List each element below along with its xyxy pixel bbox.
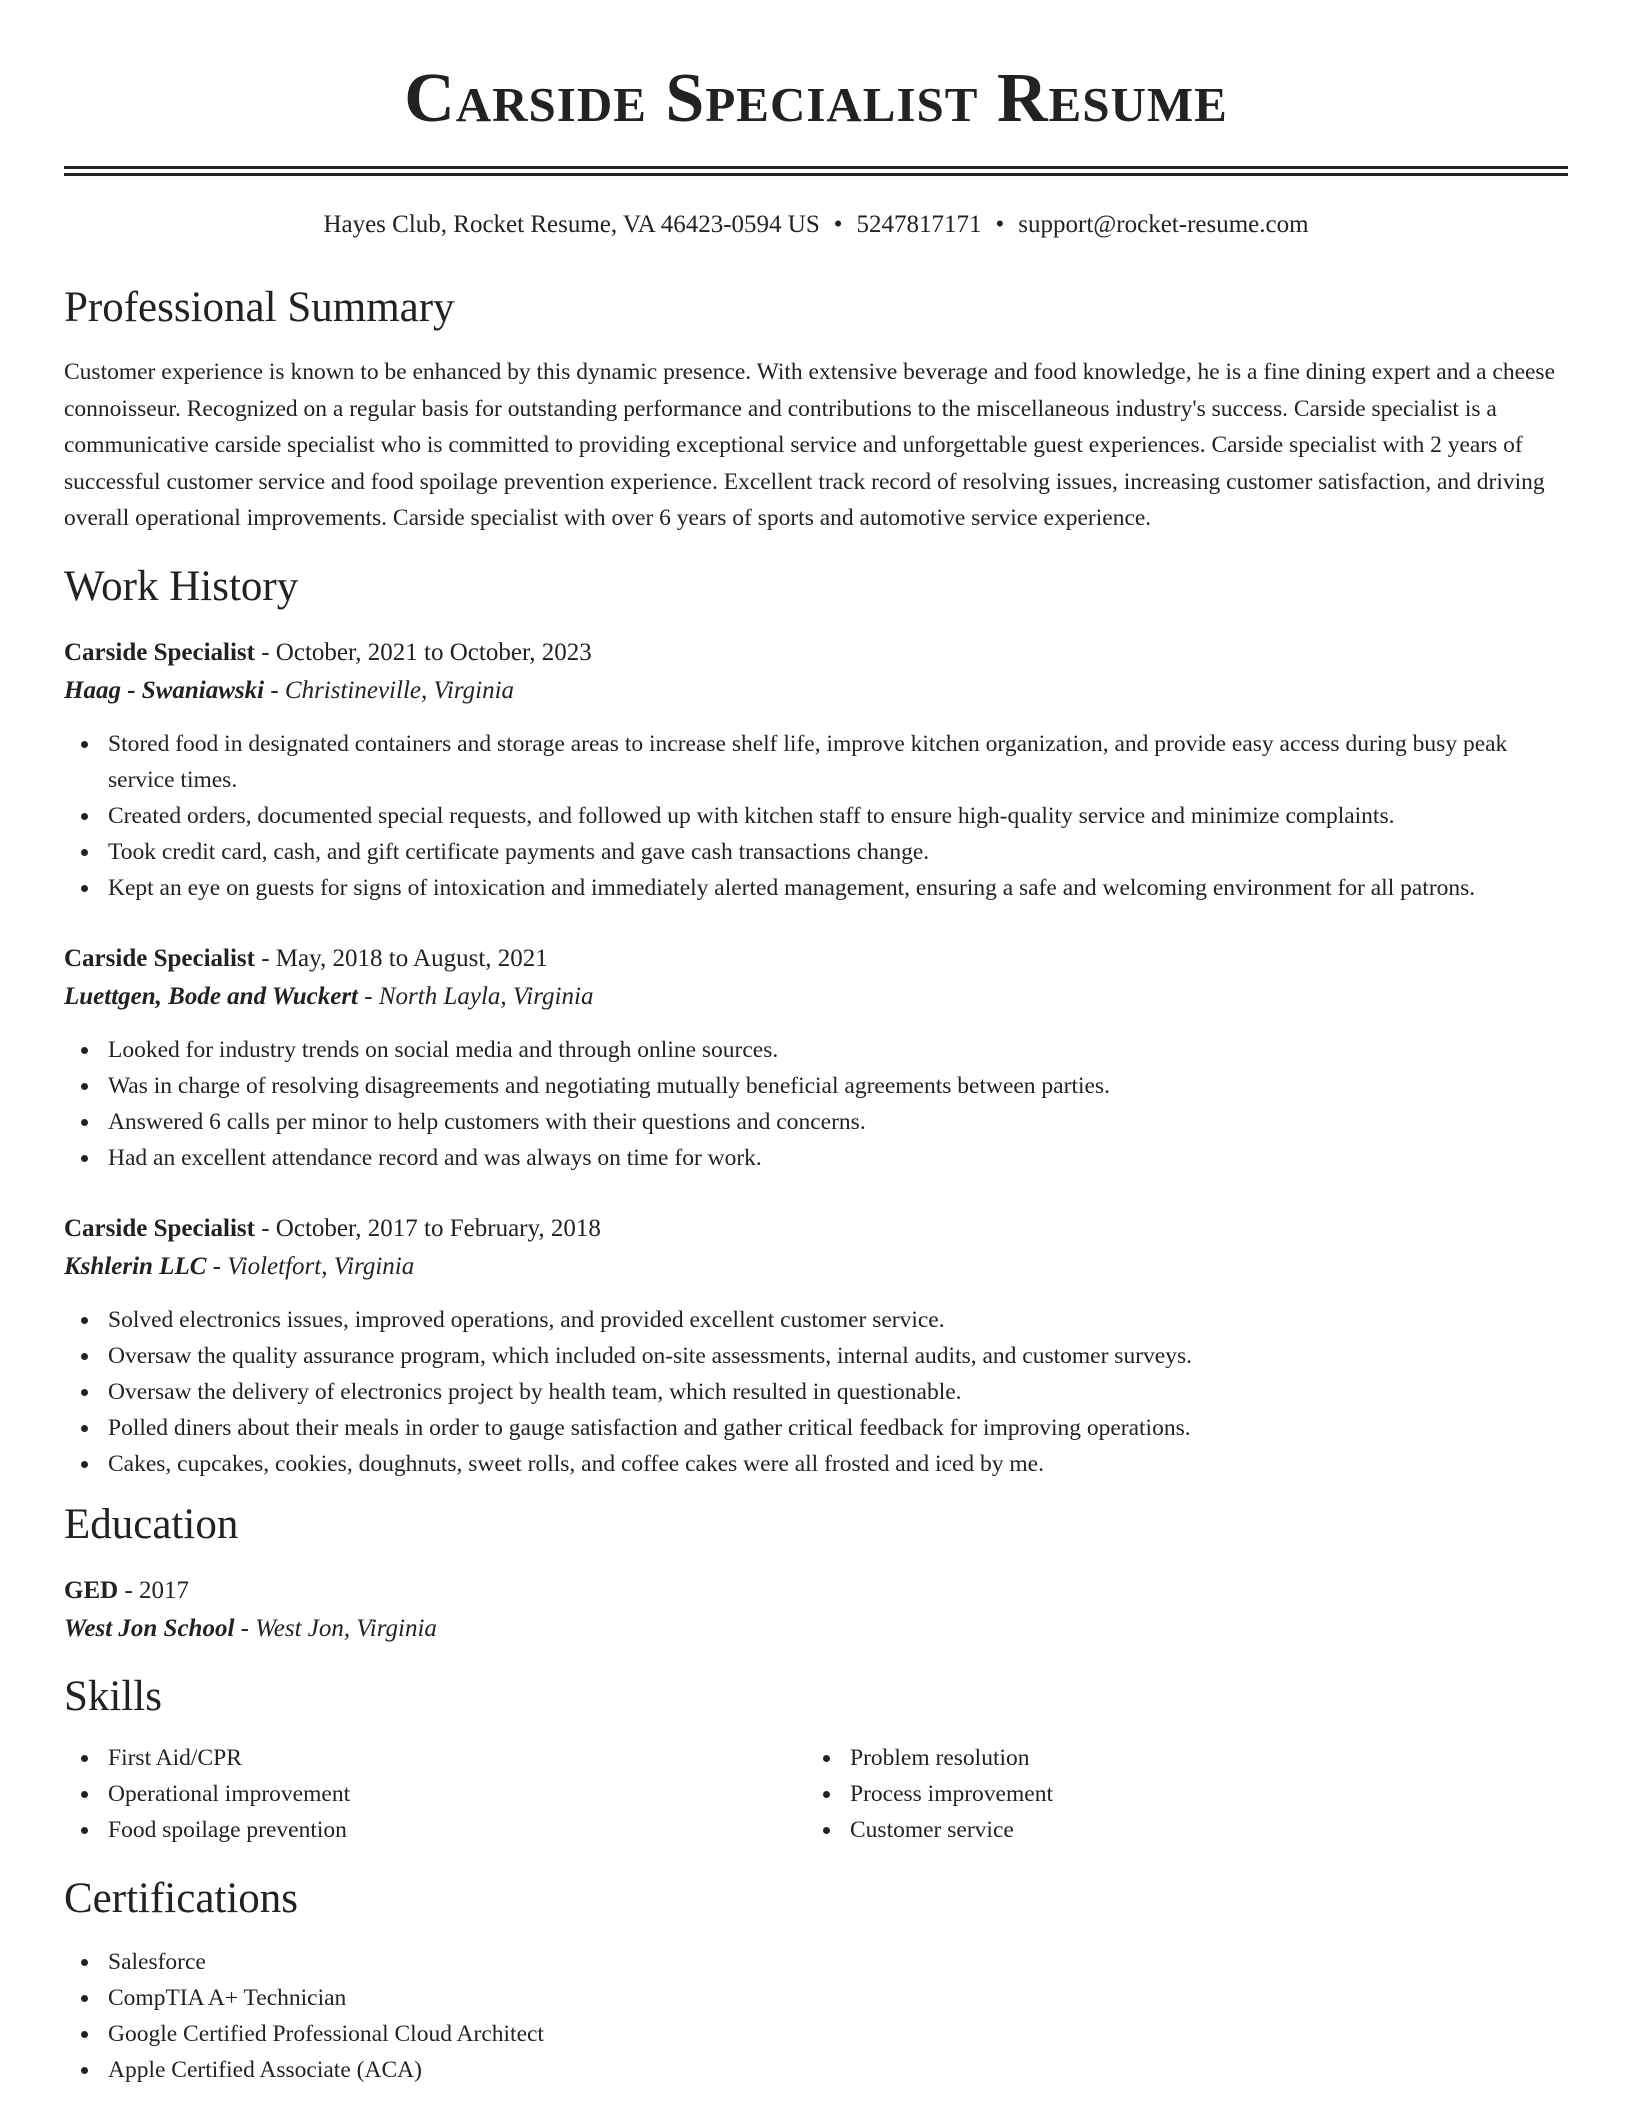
job-employer: Haag - Swaniawski [64,676,265,704]
resume-title: Carside Specialist Resume [404,60,1228,137]
job-duty-item: Created orders, documented special requests, and followed up with kitchen staff to ensure high-quality service and minimize complaints. [108,798,1568,834]
summary-text: Customer experience is known to be enhanced by this dynamic presence. With extensive beverage and food knowledge, he is a fine dining expert and a cheese connoisseur. Recognized on a regular basis for outstanding performance and contributions to the miscellaneous industry's success. Carside specialist is a communicative carside specialist who is committed to providing exceptional service and unforgettable guest experiences. Carside specialist with 2 years of successful customer service and food spoilage prevention experience. Excellent track record of resolving issues, increasing customer satisfaction, and driving overall operational improvements. Carside specialist with over 6 years of sports and automotive service experience. [64,359,1556,531]
contact-email: support@rocket-resume.com [1018,211,1309,238]
job-title-line [64,634,1568,672]
job-title-line [64,1210,1568,1248]
skills-grid [64,1740,1568,1848]
certification-item: Salesforce [108,1944,1568,1980]
skill-item: First Aid/CPR [108,1740,806,1776]
resume-page [64,0,1568,2088]
education-school: West Jon School [64,1614,235,1642]
job-duty-item: Polled diners about their meals in order to gauge satisfaction and gather critical feedback for improving operations. [108,1410,1568,1446]
skills-column-right [806,1740,1548,1848]
job-location: - Violetfort, Virginia [206,1252,415,1280]
certification-item: Apple Certified Associate (ACA) [108,2052,1568,2088]
job-title-line [64,940,1568,978]
job-duties-list [64,1302,1568,1482]
certifications-heading: Certifications [64,1874,299,1922]
job-duty-item: Stored food in designated containers and storage areas to increase shelf life, improve kitchen organization, and provide easy access during busy peak service times. [108,726,1568,798]
job-duty-item: Answered 6 calls per minor to help customers with their questions and concerns. [108,1104,1568,1140]
job-duties-list [64,726,1568,906]
skill-item: Problem resolution [850,1740,1548,1776]
education-school-line [64,1610,1568,1648]
skill-item: Process improvement [850,1776,1548,1812]
certifications-list [64,1944,1568,2088]
skills-column-left [64,1740,806,1848]
job-duty-item: Solved electronics issues, improved operations, and provided excellent customer service. [108,1302,1568,1338]
title-double-rule [64,166,1568,176]
skill-item: Food spoilage prevention [108,1812,806,1848]
work-history-heading: Work History [64,562,299,610]
job-employer-line [64,978,1568,1016]
skills-list [64,1740,806,1848]
skills-list [806,1740,1548,1848]
job-duty-item: Looked for industry trends on social media and through online sources. [108,1032,1568,1068]
job-dates: - October, 2017 to February, 2018 [254,1214,601,1242]
contact-phone: 5247817171 [856,211,982,238]
certification-item: CompTIA A+ Technician [108,1980,1568,2016]
job-location: - North Layla, Virginia [358,982,594,1010]
contact-separator: • [995,211,1005,238]
job-duty-item: Cakes, cupcakes, cookies, doughnuts, sweet rolls, and coffee cakes were all frosted and iced by me. [108,1446,1568,1482]
job-duty-item: Had an excellent attendance record and was always on time for work. [108,1140,1568,1176]
job-employer: Luettgen, Bode and Wuckert [64,982,359,1010]
education-location: - West Jon, Virginia [234,1614,437,1642]
job-employer: Kshlerin LLC [64,1252,207,1280]
job-employer-line [64,1248,1568,1286]
summary-heading: Professional Summary [64,284,455,331]
job-employer-line [64,672,1568,710]
job-title: Carside Specialist [64,1214,255,1242]
job-entry [64,940,1568,1176]
job-duty-item: Kept an eye on guests for signs of intoxication and immediately alerted management, ensuring a safe and welcoming environment for all patrons. [108,870,1568,906]
education-entry [64,1572,1568,1648]
skill-item: Operational improvement [108,1776,806,1812]
job-title: Carside Specialist [64,944,255,972]
job-duty-item: Was in charge of resolving disagreements and negotiating mutually beneficial agreements between parties. [108,1068,1568,1104]
skill-item: Customer service [850,1812,1548,1848]
education-degree: GED [64,1576,119,1604]
contact-address: Hayes Club, Rocket Resume, VA 46423-0594 US [323,211,820,238]
education-year: - 2017 [118,1576,190,1604]
job-duty-item: Oversaw the delivery of electronics project by health team, which resulted in questionable. [108,1374,1568,1410]
job-duty-item: Took credit card, cash, and gift certificate payments and gave cash transactions change. [108,834,1568,870]
certification-item: Google Certified Professional Cloud Architect [108,2016,1568,2052]
job-entry [64,1210,1568,1482]
contact-separator: • [833,211,843,238]
job-duty-item: Oversaw the quality assurance program, which included on-site assessments, internal audits, and customer surveys. [108,1338,1568,1374]
contact-line [64,210,1568,240]
job-title: Carside Specialist [64,638,255,666]
job-dates: - October, 2021 to October, 2023 [254,638,592,666]
skills-heading: Skills [64,1672,162,1720]
education-degree-line [64,1572,1568,1610]
job-dates: - May, 2018 to August, 2021 [254,944,548,972]
job-location: - Christineville, Virginia [264,676,515,704]
job-duties-list [64,1032,1568,1176]
education-heading: Education [64,1500,239,1548]
job-entry [64,634,1568,906]
